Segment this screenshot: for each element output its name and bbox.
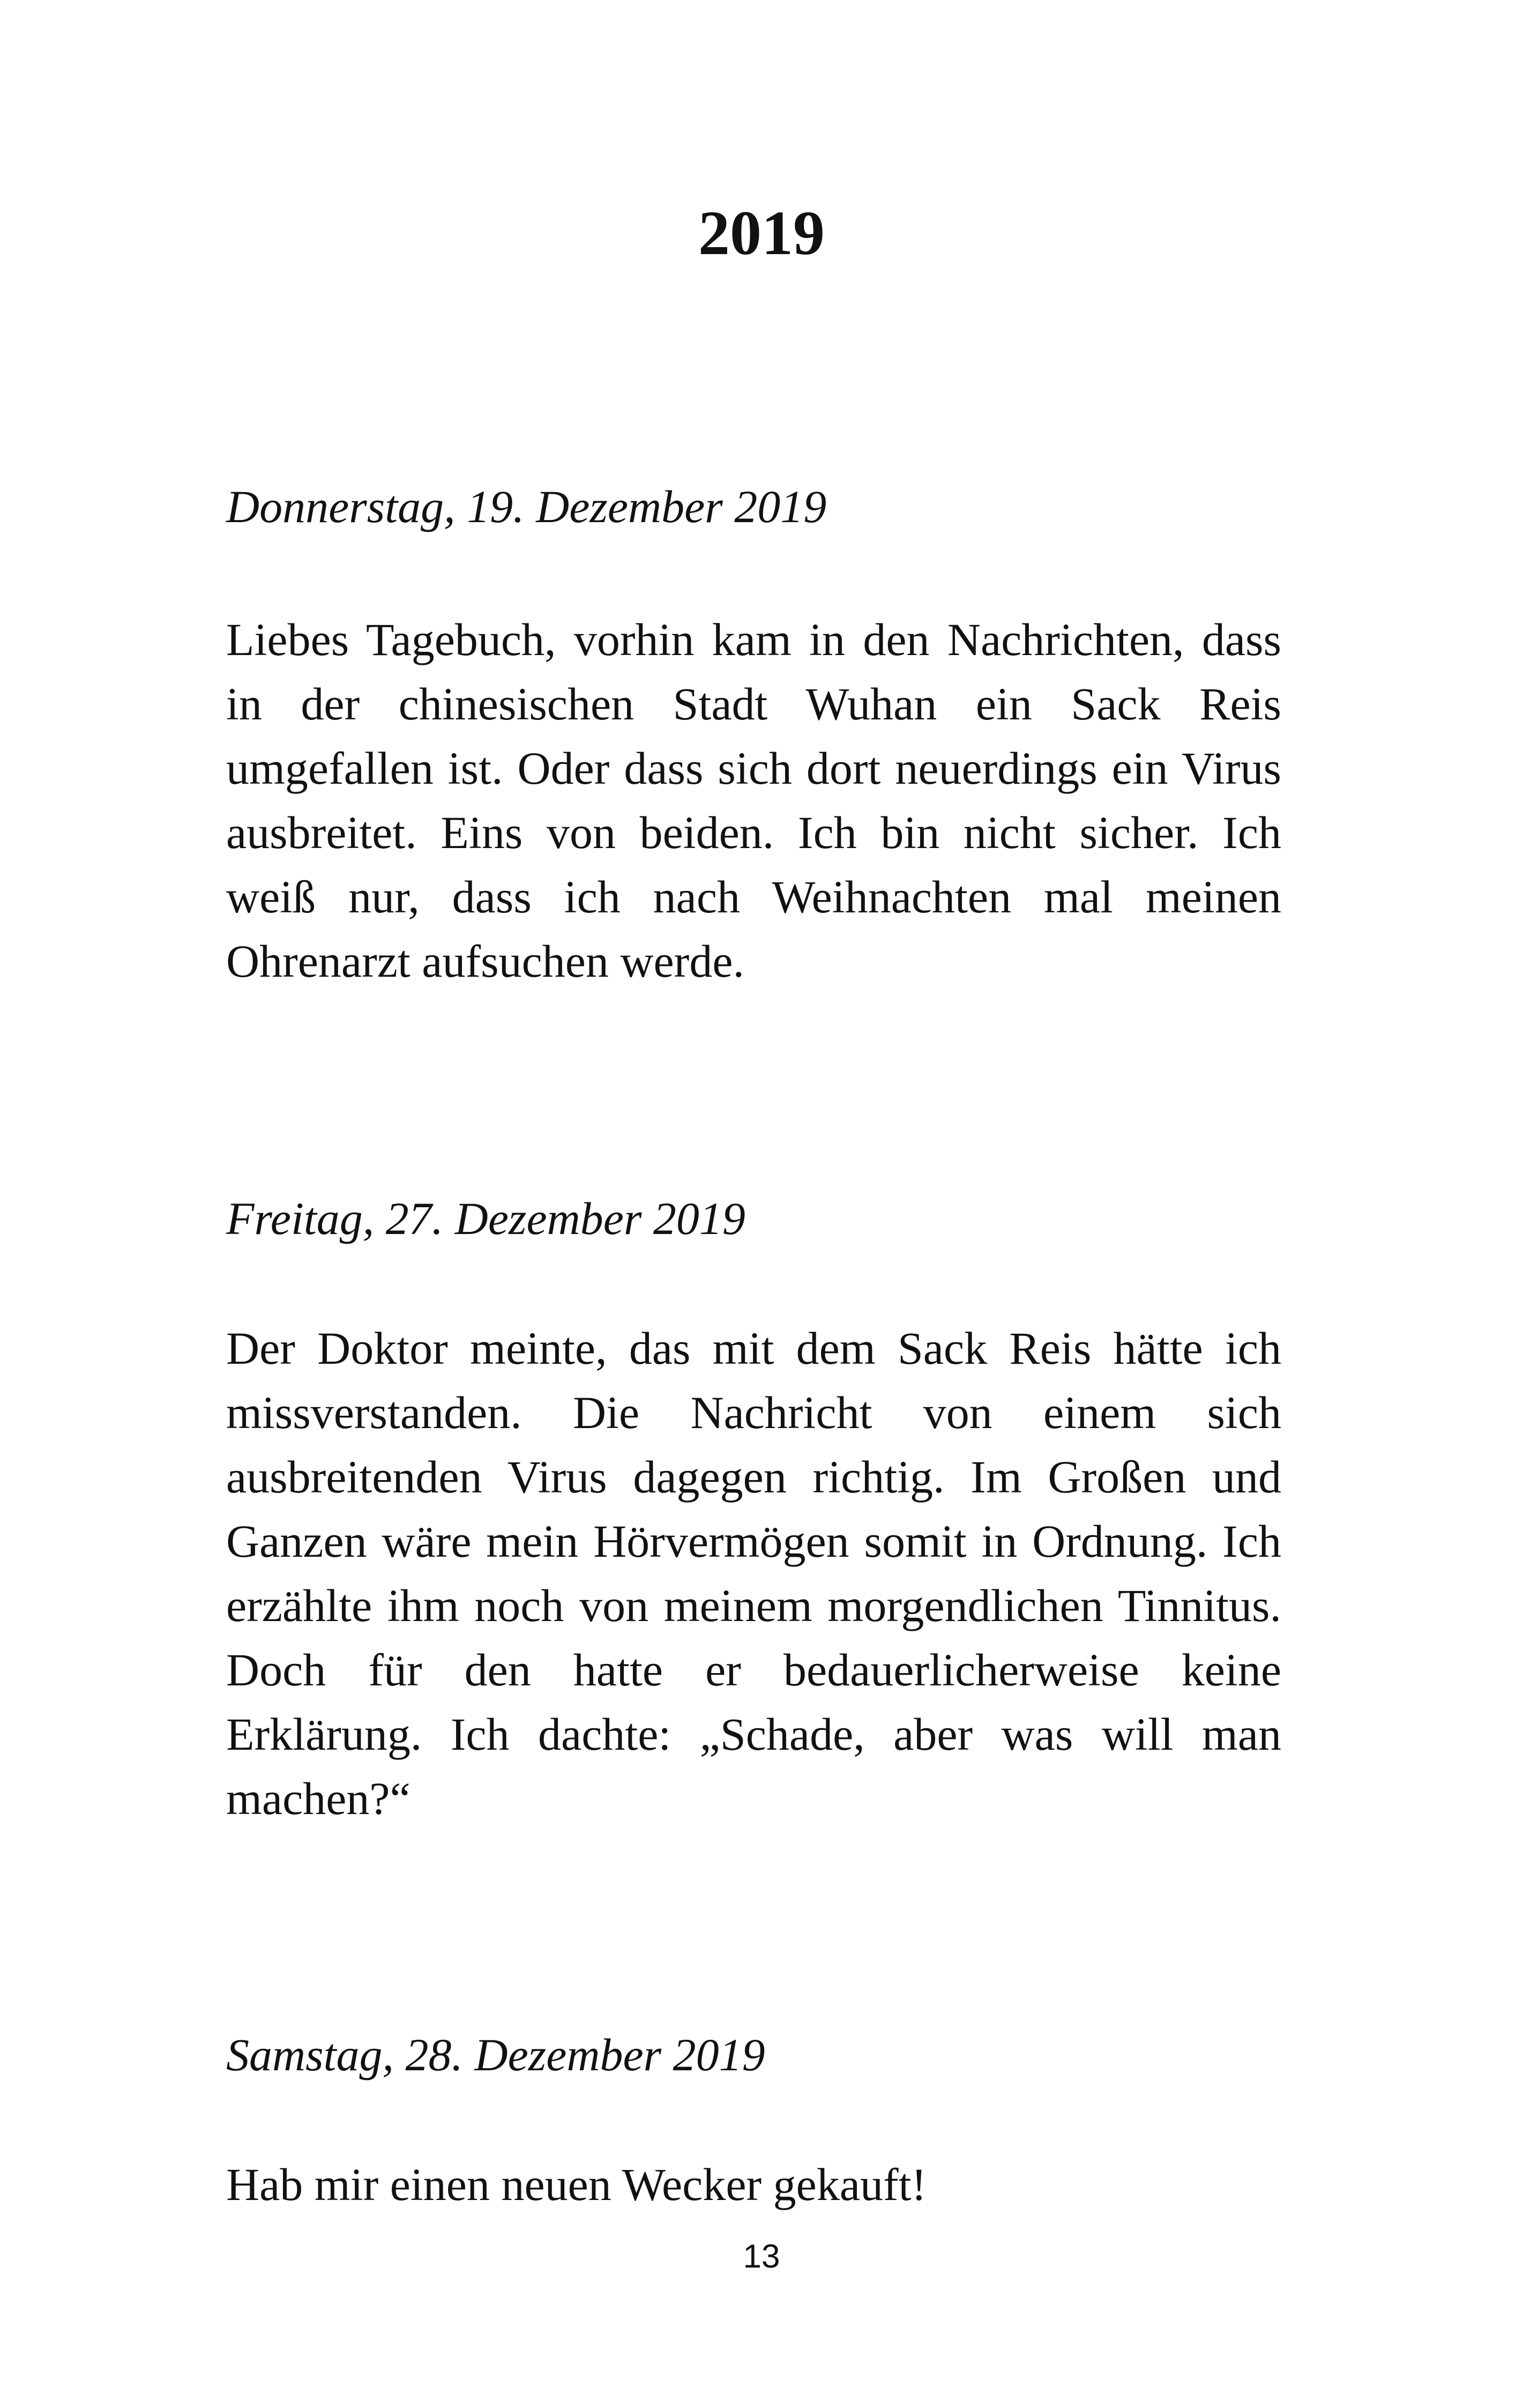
entry-date: Donnerstag, 19. Dezember 2019 [226, 481, 827, 532]
chapter-title: 2019 [698, 198, 825, 268]
page-number: 13 [743, 2238, 780, 2275]
entry-date: Samstag, 28. Dezember 2019 [226, 2029, 765, 2080]
entry-date: Freitag, 27. Dezember 2019 [226, 1193, 745, 1244]
entry-text: Der Doktor meinte, das mit dem Sack Reis hätte ich missverstanden. Die Nachricht von einem sich ausbreitenden Virus dagegen richtig. Im Großen und Ganzen wäre mein Hörvermögen somit in Ordnung. Ich erzählte ihm noch von meinem morgendlichen Tinnitus. Doch für den hatte er bedauerlicherweise keine Erklärung. Ich dachte: „Schade, aber was will man machen?“ [226, 1322, 1281, 1824]
entry-text: Liebes Tagebuch, vorhin kam in den Nachrichten, dass in der chinesischen Stadt Wuhan ein Sack Reis umgefallen ist. Oder dass sich dort neuerdings ein Virus ausbreitet. Eins von beiden. Ich bin nicht sicher. Ich weiß nur, dass ich nach Weihnachten mal meinen Ohrenarzt aufsuchen werde. [226, 614, 1281, 987]
entry-text: Hab mir einen neuen Wecker gekauft! [226, 2159, 927, 2210]
